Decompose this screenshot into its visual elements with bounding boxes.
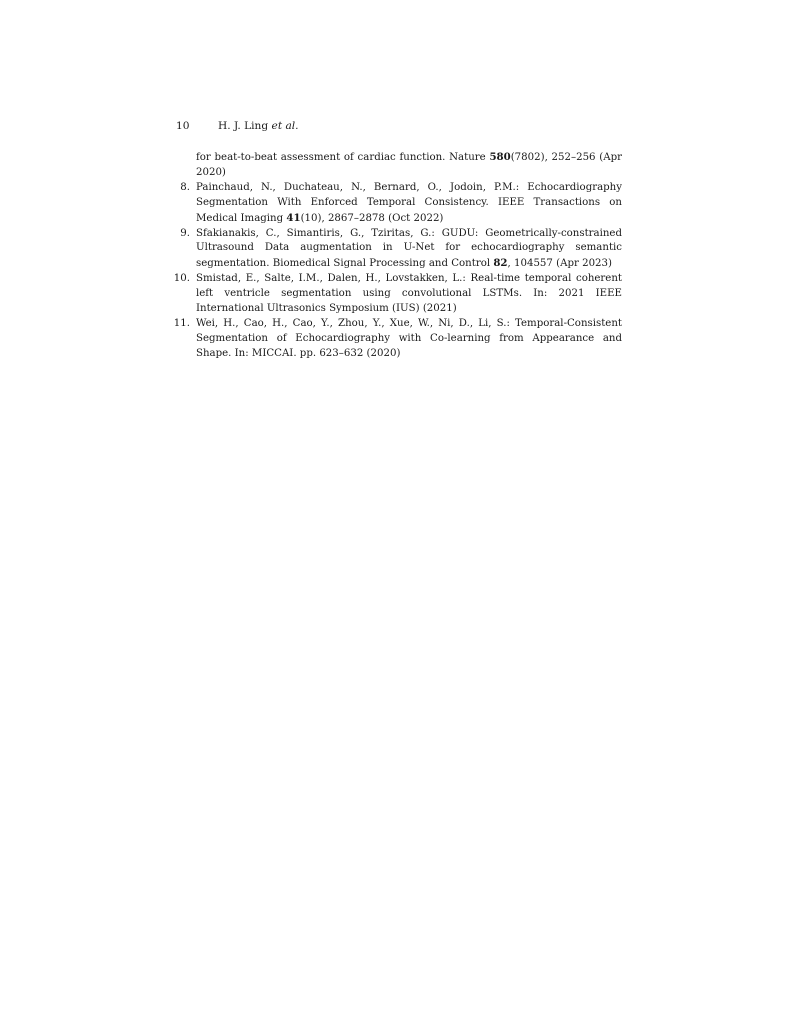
reference-volume: 41	[286, 211, 301, 224]
reference-text: Sfakianakis, C., Simantiris, G., Tziritas, G.: GUDU: Geometrically-constrained Ultrasound Data augmentation in U-Net for echocardiography semantic segmentation. Biomedical Signal Processing and Control	[196, 227, 622, 270]
page-number: 10	[176, 120, 190, 132]
running-head	[176, 119, 299, 133]
reference-text-tail: (10), 2867–2878 (Oct 2022)	[300, 212, 444, 224]
reference-item-11	[172, 317, 622, 362]
reference-text: Smistad, E., Salte, I.M., Dalen, H., Lovstakken, L.: Real-time temporal coherent left ventricle segmentation using convolutional LSTMs. In: 2021 IEEE International Ultrasonics Symposium (IUS) (2021)	[196, 273, 622, 315]
reference-number: 9.	[180, 227, 190, 239]
reference-volume: 82	[493, 257, 508, 270]
reference-text: Painchaud, N., Duchateau, N., Bernard, O., Jodoin, P.M.: Echocardiography Segmentation With Enforced Temporal Consistency. IEEE Transactions on Medical Imaging	[196, 181, 622, 224]
reference-text-tail: , 104557 (Apr 2023)	[507, 258, 612, 270]
reference-item-9	[172, 227, 622, 273]
reference-number: 11.	[173, 317, 190, 329]
reference-item-continued	[172, 150, 622, 181]
reference-text-tail: (7802), 252–256 (Apr 2020)	[196, 152, 623, 178]
reference-list	[172, 150, 622, 362]
reference-item-10	[172, 272, 622, 317]
running-head-et-al: et al.	[271, 120, 299, 132]
reference-item-8	[172, 181, 622, 227]
reference-text: for beat-to-beat assessment of cardiac function. Nature	[196, 152, 490, 163]
reference-number: 10.	[173, 273, 190, 285]
reference-number: 8.	[180, 181, 190, 193]
reference-text: Wei, H., Cao, H., Cao, Y., Zhou, Y., Xue, W., Ni, D., Li, S.: Temporal-Consistent Segmentation of Echocardiography with Co-learning from Appearance and Shape. In: MICCAI. pp. 623–632 (2020)	[196, 317, 622, 359]
reference-volume: 580	[489, 151, 511, 163]
running-head-author: H. J. Ling	[218, 120, 269, 132]
